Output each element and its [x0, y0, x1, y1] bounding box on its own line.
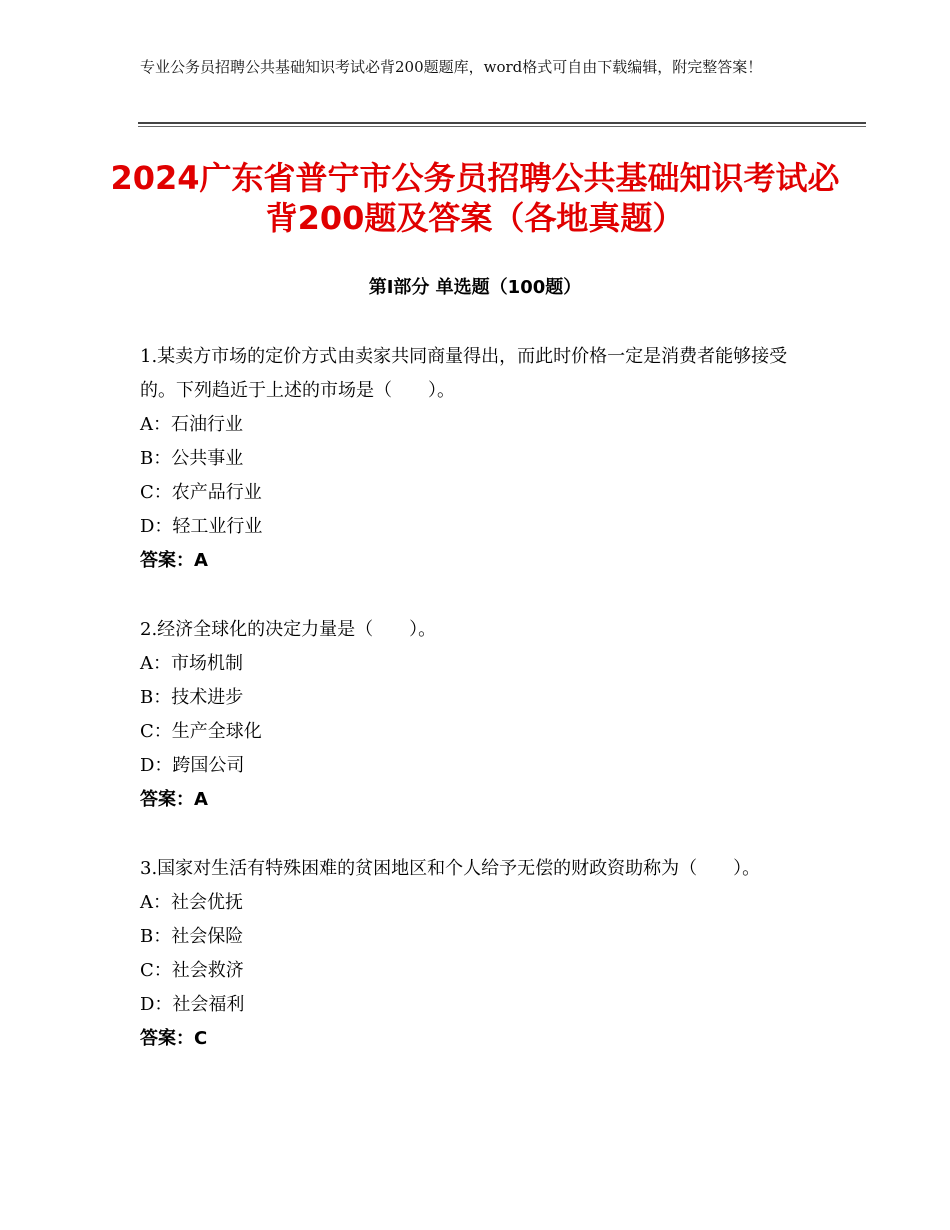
- option-a: A：社会优抚: [140, 892, 243, 913]
- header-divider-thick: [138, 122, 866, 124]
- option-a: A：石油行业: [140, 414, 243, 435]
- option-c: C：社会救济: [140, 960, 244, 981]
- option-b: B：社会保险: [140, 926, 244, 947]
- option-d: D：轻工业行业: [140, 516, 263, 537]
- question-text: 1.某卖方市场的定价方式由卖家共同商量得出，而此时价格一定是消费者能够接受的。下列趋近于上述的市场是（ ）。: [140, 346, 788, 401]
- option-b: B：技术进步: [140, 687, 244, 708]
- option-d: D：跨国公司: [140, 755, 245, 776]
- option-c: C：农产品行业: [140, 482, 262, 503]
- option-a: A：市场机制: [140, 653, 243, 674]
- question-text: 3.国家对生活有特殊困难的贫困地区和个人给予无偿的财政资助称为（ ）。: [140, 858, 761, 879]
- option-c: C：生产全球化: [140, 721, 262, 742]
- document-title: 2024广东省普宁市公务员招聘公共基础知识考试必背200题及答案（各地真题）: [110, 159, 840, 237]
- answer-label: 答案：A: [140, 789, 208, 810]
- question-block: [140, 340, 810, 578]
- question-block: [140, 852, 810, 1056]
- question-block: [140, 613, 810, 817]
- option-b: B：公共事业: [140, 448, 244, 469]
- option-d: D：社会福利: [140, 994, 245, 1015]
- header-divider-thin: [138, 126, 866, 127]
- answer-label: 答案：A: [140, 550, 208, 571]
- question-text: 2.经济全球化的决定力量是（ ）。: [140, 619, 437, 640]
- answer-label: 答案：C: [140, 1028, 208, 1049]
- section-heading: 第Ⅰ部分 单选题（100题）: [368, 277, 582, 298]
- header-note: 专业公务员招聘公共基础知识考试必背200题题库，word格式可自由下载编辑，附完整答案！: [140, 58, 763, 76]
